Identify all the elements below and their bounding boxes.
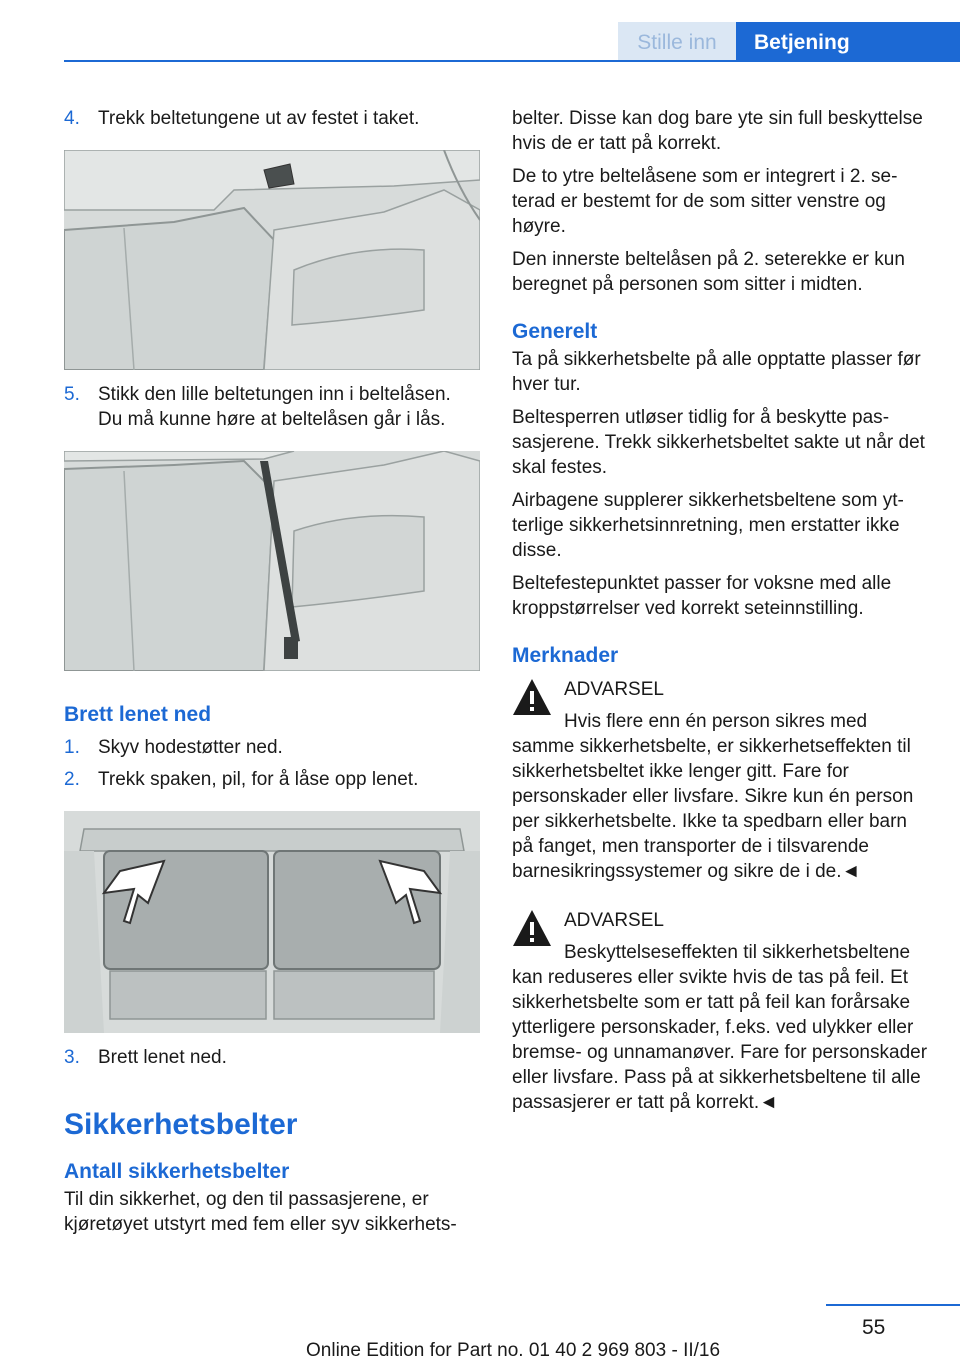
paragraph-1: belter. Disse kan dog bare yte sin full beskyttelse hvis de er tatt på korrekt.	[512, 108, 923, 154]
edition-text: Online Edition for Part no. 01 40 2 969 803 - II/16	[306, 1340, 721, 1361]
step-text: Stikk den lille beltetungen inn i beltelåsen. Du må kunne høre at beltelåsen går i lås.	[98, 384, 451, 430]
paragraph-5: Beltesperren utløser tidlig for å beskytte passasjerene. Trekk sikkerhetsbeltet sakte ut når det skal festes.	[512, 407, 925, 478]
step-text: Trekk beltetungene ut av festet i taket.	[98, 108, 420, 129]
paragraph-6: Airbagene supplerer sikkerhetsbeltene som ytterlige sikkerhetsinnretning, men erstatter ikke disse.	[512, 490, 904, 561]
right-column	[512, 100, 932, 1115]
heading-merknader: Merknader	[512, 644, 619, 667]
warning-triangle-icon	[512, 677, 552, 717]
warning-title: ADVARSEL	[564, 910, 664, 931]
step-2	[64, 767, 480, 792]
illustration-rear-seats	[64, 811, 480, 1033]
section-heading-brett-lenet-ned: Brett lenet ned	[64, 703, 212, 726]
intro-paragraph: Til din sikkerhet, og den til passasjerene, er kjøretøyet utstyrt med fem eller syv sikkerhets-	[64, 1189, 457, 1235]
step-1	[64, 735, 480, 760]
step-number: 4.	[64, 108, 80, 129]
sub-heading-antall: Antall sikkerhetsbelter	[64, 1160, 290, 1183]
left-column	[64, 100, 480, 1237]
figure-belt-buckle	[64, 451, 480, 671]
warning-title: ADVARSEL	[564, 679, 664, 700]
paragraph-3: Den innerste beltelåsen på 2. seterekke er kun beregnet på personen som sitter i midten.	[512, 249, 905, 295]
illustration-seat-ceiling	[64, 150, 480, 370]
heading-generelt: Generelt	[512, 320, 598, 343]
page-header	[0, 22, 960, 62]
page-number: 55	[862, 1316, 886, 1339]
illustration-seat-belt	[64, 451, 480, 671]
tab-stille-inn[interactable]: Stille inn	[618, 22, 736, 62]
step-number: 5.	[64, 384, 80, 405]
warning-text: Beskyttelseseffekten til sikkerhetsbeltene kan reduseres eller svikte hvis de tas på feil. Et sikkerhetsbelte som er tatt på feil kan forårsake ytterligere personskader, f.eks. ved ulykker eller bremse- og unnamanøver. Fare for personskader eller livsfare. Pass på at sikkerhetsbeltene til alle passasjerer er tatt på korrekt.◄	[512, 942, 928, 1113]
step-4	[64, 106, 480, 131]
step-text: Trekk spaken, pil, for å låse opp lenet.	[98, 769, 419, 790]
warning-block-1	[512, 677, 932, 884]
step-5	[64, 382, 480, 432]
figure-belt-tongues-ceiling	[64, 150, 480, 370]
warning-block-2	[512, 908, 932, 1115]
footer-divider	[826, 1304, 960, 1306]
paragraph-7: Beltefestepunktet passer for voksne med alle kroppstørrelser ved korrekt seteinnstilling.	[512, 573, 892, 619]
step-number: 1.	[64, 737, 80, 758]
warning-text: Hvis flere enn én person sikres med samme sikkerhetsbelte, er sikkerhetseffekten til sikkerhetsbeltet ikke lenger gitt. Fare for personskader eller livsfare. Sikre kun én person per sikkerhetsbelte. Ikke ta spedbarn eller barn på fanget, men transporter de i tilsvarende barnesikringssystemer og sikre de i de.◄	[512, 711, 914, 882]
warning-triangle-icon	[512, 908, 552, 948]
header-divider	[64, 60, 960, 62]
step-text: Brett lenet ned.	[98, 1047, 227, 1068]
step-text: Skyv hodestøtter ned.	[98, 737, 283, 758]
tab-betjening[interactable]: Betjening	[736, 22, 960, 62]
step-number: 2.	[64, 769, 80, 790]
main-heading-sikkerhetsbelter: Sikkerhetsbelter	[64, 1108, 298, 1141]
step-3	[64, 1045, 480, 1070]
paragraph-4: Ta på sikkerhetsbelte på alle opptatte plasser før hver tur.	[512, 349, 921, 395]
paragraph-2: De to ytre beltelåsene som er integrert i 2. seterad er bestemt for de som sitter venstre og høyre.	[512, 166, 898, 237]
figure-fold-backrest	[64, 811, 480, 1033]
step-number: 3.	[64, 1047, 80, 1068]
